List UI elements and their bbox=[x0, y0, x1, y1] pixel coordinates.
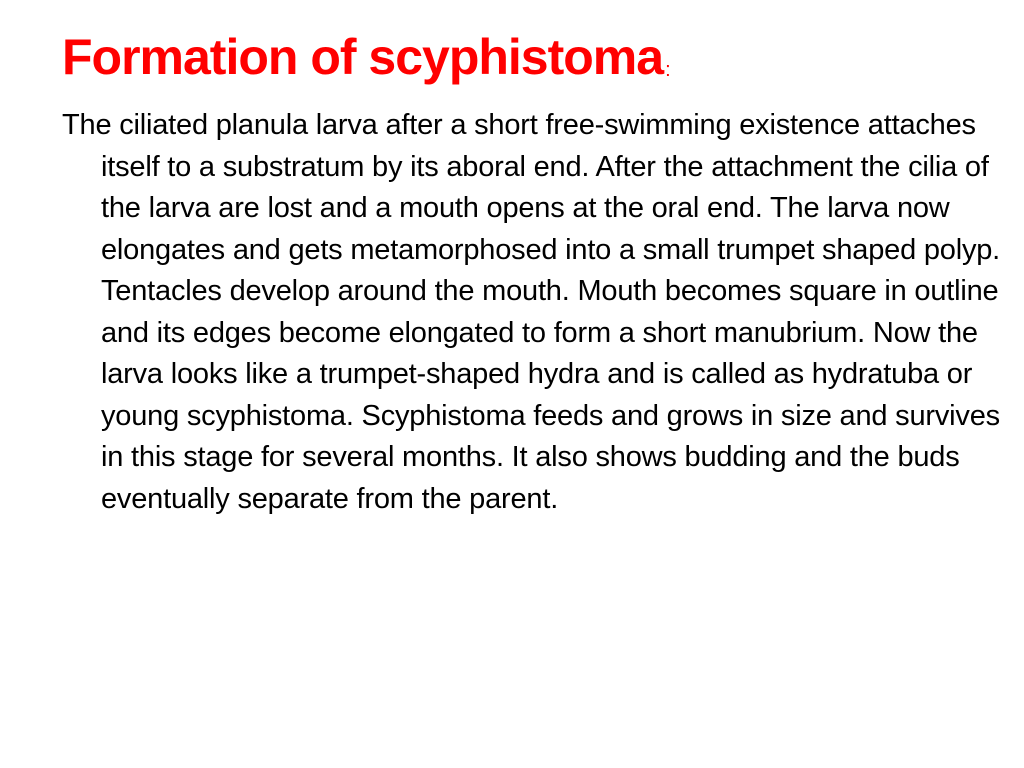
slide-body-paragraph: The ciliated planula larva after a short free-swimming existence attaches itself to a substratum by its aboral end. After the attachment the cilia of the larva are lost and a mouth opens at the oral end. The larva now elongates and gets metamorphosed into a small trumpet shaped polyp. Tentacles develop around the mouth. Mouth becomes square in outline and its edges become elongated to form a short manubrium. Now the larva looks like a trumpet-shaped hydra and is called as hydratuba or young scyphistoma. Scyphistoma feeds and grows in size and survives in this stage for several months. It also shows budding and the buds eventually separate from the parent. bbox=[62, 109, 1001, 515]
slide-title-colon: : bbox=[665, 59, 670, 81]
slide-title-text: Formation of scyphistoma bbox=[62, 29, 664, 85]
slide-title bbox=[62, 22, 670, 105]
